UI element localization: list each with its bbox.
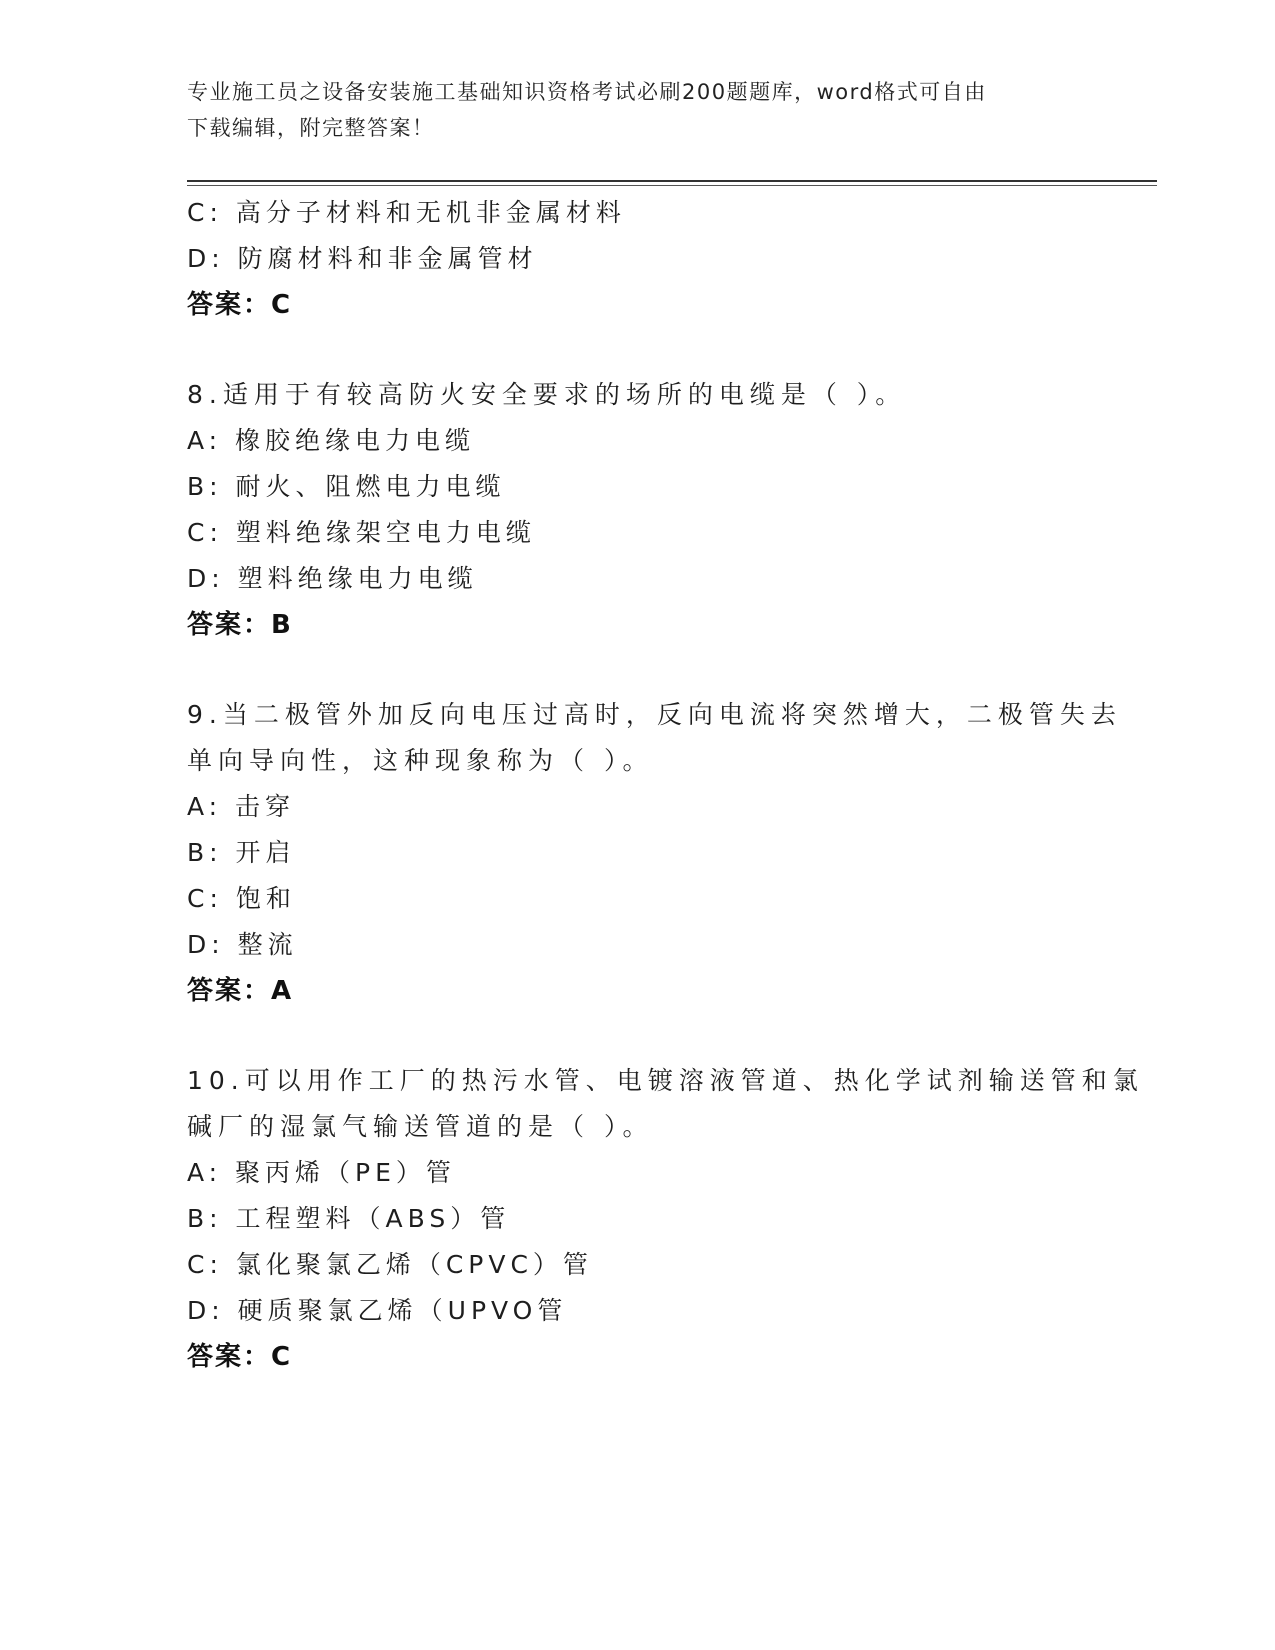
option-text: 击穿 [235, 792, 296, 821]
option-letter: C: [187, 1250, 223, 1279]
option-letter: B: [187, 838, 223, 867]
header-divider-thick [187, 180, 1157, 182]
option-c [187, 876, 1087, 922]
option-d [187, 1288, 1087, 1334]
option-text: 工程塑料（ABS）管 [235, 1204, 511, 1233]
option-text: 硬质聚氯乙烯（UPVO管 [237, 1296, 568, 1325]
option-text: 防腐材料和非金属管材 [237, 244, 538, 273]
option-text: 橡胶绝缘电力电缆 [235, 426, 476, 455]
option-letter: A: [187, 426, 223, 455]
option-text: 塑料绝缘电力电缆 [237, 564, 478, 593]
option-letter: B: [187, 472, 223, 501]
question-text: 8.适用于有较高防火安全要求的场所的电缆是（ ）。 [187, 380, 907, 409]
answer-line: 答案：C [187, 1342, 293, 1372]
option-letter: C: [187, 198, 223, 227]
option-d [187, 236, 1087, 282]
option-text: 开启 [235, 838, 296, 867]
option-letter: A: [187, 1158, 223, 1187]
option-letter: A: [187, 792, 223, 821]
question-block-9 [187, 692, 1122, 1014]
option-letter: B: [187, 1204, 223, 1233]
question-text: 碱厂的湿氯气输送管道的是（ ）。 [187, 1112, 654, 1141]
option-letter: D: [187, 244, 225, 273]
question-text: 10.可以用作工厂的热污水管、电镀溶液管道、热化学试剂输送管和氯 [187, 1066, 1144, 1095]
option-letter: C: [187, 884, 223, 913]
answer-line: 答案：C [187, 290, 293, 320]
option-a [187, 418, 1087, 464]
option-letter: D: [187, 1296, 225, 1325]
option-c [187, 190, 1087, 236]
header-divider-thin [187, 185, 1157, 186]
answer-line: 答案：B [187, 610, 293, 640]
question-content [187, 190, 1144, 1380]
option-b [187, 830, 1087, 876]
header-line-2: 下载编辑，附完整答案！ [187, 116, 435, 140]
document-header [187, 74, 1087, 146]
option-c [187, 1242, 1087, 1288]
option-text: 聚丙烯（PE）管 [235, 1158, 456, 1187]
option-d [187, 556, 1087, 602]
option-text: 高分子材料和无机非金属材料 [235, 198, 626, 227]
option-text: 饱和 [235, 884, 296, 913]
option-b [187, 1196, 1087, 1242]
question-text: 单向导向性，这种现象称为（ ）。 [187, 746, 654, 775]
option-b [187, 464, 1087, 510]
option-letter: C: [187, 518, 223, 547]
option-letter: D: [187, 564, 225, 593]
option-text: 整流 [237, 930, 298, 959]
option-a [187, 1150, 1087, 1196]
option-letter: D: [187, 930, 225, 959]
question-block-10 [187, 1058, 1144, 1380]
question-block-prev [187, 190, 1087, 328]
option-c [187, 510, 1087, 556]
option-d [187, 922, 1087, 968]
question-text: 9.当二极管外加反向电压过高时，反向电流将突然增大，二极管失去 [187, 700, 1122, 729]
header-line-1: 专业施工员之设备安装施工基础知识资格考试必刷200题题库，word格式可自由 [187, 80, 987, 104]
option-text: 塑料绝缘架空电力电缆 [235, 518, 536, 547]
question-block-8 [187, 372, 1087, 648]
option-a [187, 784, 1087, 830]
answer-line: 答案：A [187, 976, 294, 1006]
option-text: 耐火、阻燃电力电缆 [235, 472, 506, 501]
option-text: 氯化聚氯乙烯（CPVC）管 [235, 1250, 593, 1279]
